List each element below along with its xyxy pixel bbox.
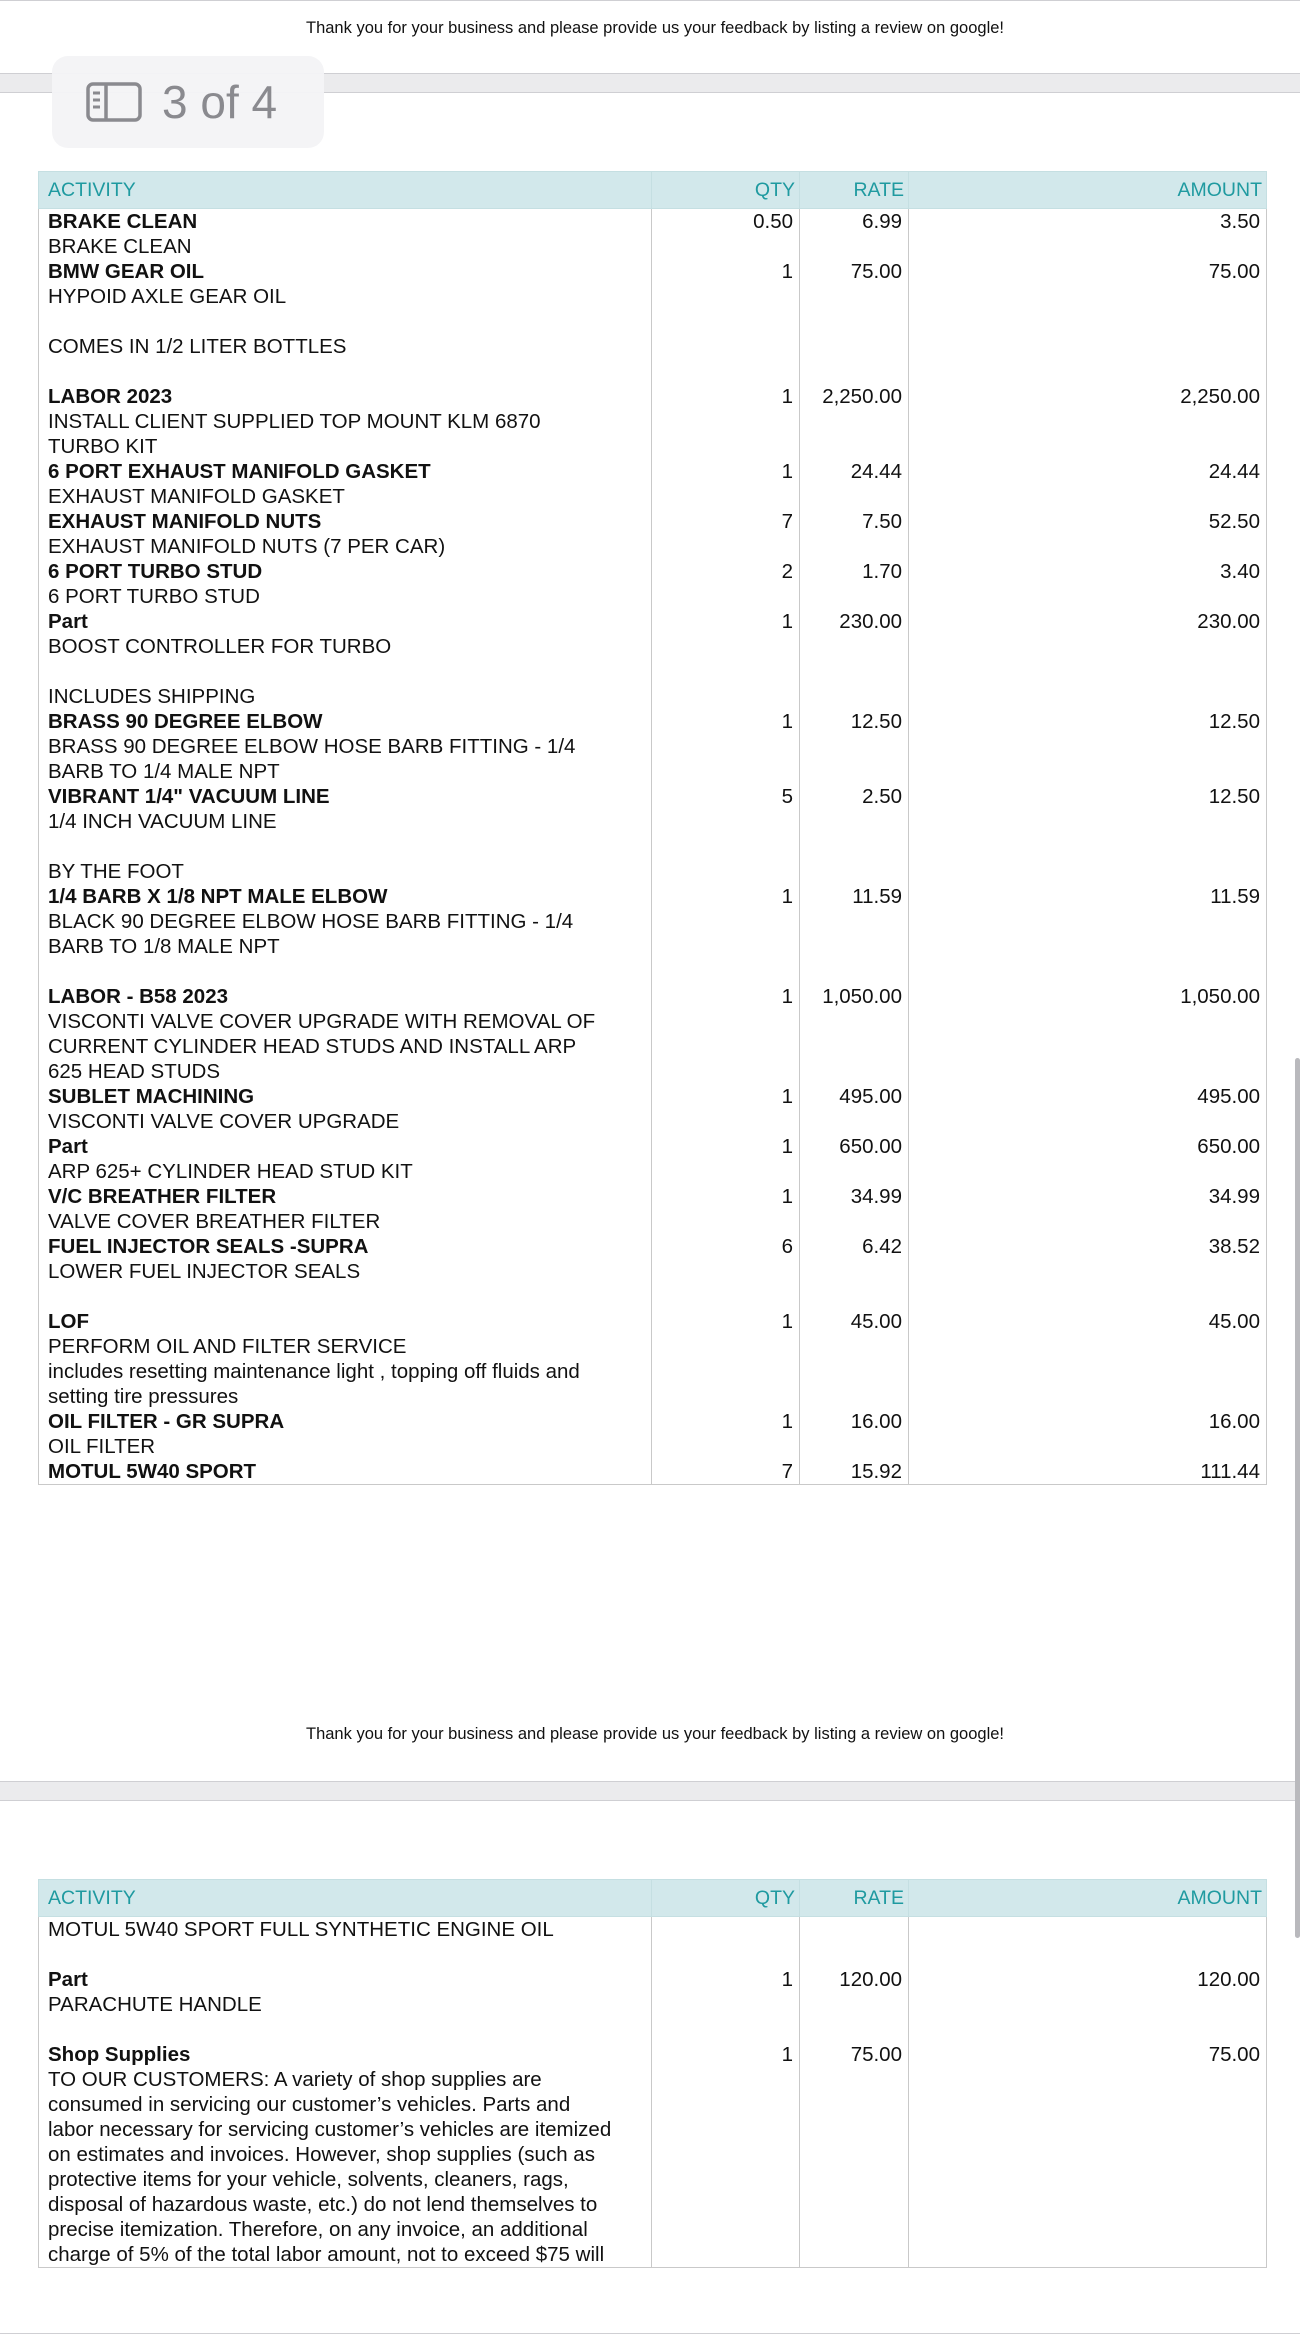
amount-cell: 24.44 — [909, 459, 1267, 509]
item-description: 1/4 INCH VACUUM LINE BY THE FOOT — [48, 810, 277, 883]
qty-cell: 0.50 — [652, 209, 800, 260]
rate-cell: 75.00 — [800, 2042, 909, 2268]
footer-note: Thank you for your business and please provide us your feedback by listing a review on google! — [306, 1725, 1004, 1743]
table-row — [39, 259, 1267, 384]
qty-cell: 7 — [652, 1459, 800, 1485]
item-name: BMW GEAR OIL — [48, 260, 205, 283]
item-name: LABOR 2023 — [48, 385, 173, 408]
item-description: VISCONTI VALVE COVER UPGRADE WITH REMOVAL OF CURRENT CYLINDER HEAD STUDS AND INSTALL ARP 625 HEAD STUDS — [48, 1010, 596, 1083]
amount-cell: 120.00 — [909, 1967, 1267, 2042]
rate-cell: 45.00 — [800, 1309, 909, 1409]
activity-cell — [39, 609, 652, 709]
activity-cell — [39, 1084, 652, 1134]
table-row — [39, 1084, 1267, 1134]
rate-cell: 15.92 — [800, 1459, 909, 1485]
line-items-table — [38, 1879, 1267, 2268]
activity-cell — [39, 559, 652, 609]
table-row — [39, 559, 1267, 609]
qty-cell: 1 — [652, 709, 800, 784]
qty-cell: 1 — [652, 2042, 800, 2268]
amount-cell: 495.00 — [909, 1084, 1267, 1134]
table-row — [39, 609, 1267, 709]
rate-cell: 11.59 — [800, 884, 909, 984]
column-header-qty: QTY — [652, 1880, 800, 1917]
item-name: V/C BREATHER FILTER — [48, 1185, 277, 1208]
amount-cell — [909, 1917, 1267, 1968]
table-row — [39, 1917, 1267, 1968]
amount-cell: 12.50 — [909, 784, 1267, 884]
item-name: 1/4 BARB X 1/8 NPT MALE ELBOW — [48, 885, 388, 908]
item-name: LABOR - B58 2023 — [48, 985, 229, 1008]
table-row — [39, 209, 1267, 260]
column-header-activity: ACTIVITY — [39, 172, 652, 209]
amount-cell: 34.99 — [909, 1184, 1267, 1234]
item-description: BRASS 90 DEGREE ELBOW HOSE BARB FITTING - 1/4 BARB TO 1/4 MALE NPT — [48, 735, 576, 783]
column-header-qty: QTY — [652, 172, 800, 209]
column-header-amount: AMOUNT — [909, 172, 1267, 209]
column-header-activity: ACTIVITY — [39, 1880, 652, 1917]
amount-cell: 75.00 — [909, 2042, 1267, 2268]
rate-cell: 650.00 — [800, 1134, 909, 1184]
item-name: VIBRANT 1/4" VACUUM LINE — [48, 785, 330, 808]
footer-note: Thank you for your business and please provide us your feedback by listing a review on google! — [306, 19, 1004, 37]
table-row — [39, 984, 1267, 1084]
activity-cell — [39, 1409, 652, 1459]
rate-cell: 16.00 — [800, 1409, 909, 1459]
table-header-row — [39, 1880, 1267, 1917]
activity-cell — [39, 1967, 652, 2042]
sidebar-icon — [86, 82, 142, 122]
activity-cell — [39, 709, 652, 784]
activity-cell — [39, 984, 652, 1084]
qty-cell — [652, 1917, 800, 1968]
column-header-amount: AMOUNT — [909, 1880, 1267, 1917]
table-row — [39, 1134, 1267, 1184]
item-description: EXHAUST MANIFOLD NUTS (7 PER CAR) — [48, 535, 446, 558]
qty-cell: 5 — [652, 784, 800, 884]
rate-cell: 24.44 — [800, 459, 909, 509]
qty-cell: 1 — [652, 1309, 800, 1409]
table-row — [39, 509, 1267, 559]
qty-cell: 1 — [652, 384, 800, 459]
item-description: MOTUL 5W40 SPORT FULL SYNTHETIC ENGINE OIL — [48, 1918, 554, 1941]
rate-cell: 75.00 — [800, 259, 909, 384]
page-indicator[interactable] — [52, 56, 324, 148]
item-name: BRAKE CLEAN — [48, 210, 198, 233]
amount-cell: 11.59 — [909, 884, 1267, 984]
activity-cell — [39, 1309, 652, 1409]
item-description: PERFORM OIL AND FILTER SERVICE includes resetting maintenance light , topping off fluids and setting tire pressures — [48, 1335, 580, 1408]
item-name: FUEL INJECTOR SEALS -SUPRA — [48, 1235, 369, 1258]
qty-cell: 1 — [652, 1134, 800, 1184]
item-description: 6 PORT TURBO STUD — [48, 585, 260, 608]
rate-cell: 2.50 — [800, 784, 909, 884]
qty-cell: 7 — [652, 509, 800, 559]
column-header-rate: RATE — [800, 1880, 909, 1917]
invoice-page-3 — [0, 92, 1300, 1782]
activity-cell — [39, 784, 652, 884]
amount-cell: 16.00 — [909, 1409, 1267, 1459]
qty-cell: 1 — [652, 884, 800, 984]
table-header-row — [39, 172, 1267, 209]
item-name: 6 PORT EXHAUST MANIFOLD GASKET — [48, 460, 431, 483]
rate-cell: 2,250.00 — [800, 384, 909, 459]
item-description: OIL FILTER — [48, 1435, 156, 1458]
table-row — [39, 884, 1267, 984]
amount-cell: 3.50 — [909, 209, 1267, 260]
line-items-body — [39, 209, 1267, 1485]
amount-cell: 75.00 — [909, 259, 1267, 384]
activity-cell — [39, 384, 652, 459]
item-name: Shop Supplies — [48, 2043, 191, 2066]
activity-cell — [39, 1459, 652, 1485]
amount-cell: 12.50 — [909, 709, 1267, 784]
item-description: VALVE COVER BREATHER FILTER — [48, 1210, 381, 1233]
item-name: 6 PORT TURBO STUD — [48, 560, 263, 583]
activity-cell — [39, 259, 652, 384]
activity-cell — [39, 459, 652, 509]
amount-cell: 650.00 — [909, 1134, 1267, 1184]
table-row — [39, 1459, 1267, 1485]
qty-cell: 1 — [652, 259, 800, 384]
activity-cell — [39, 509, 652, 559]
table-row — [39, 1967, 1267, 2042]
qty-cell: 2 — [652, 559, 800, 609]
table-row — [39, 384, 1267, 459]
table-row — [39, 1309, 1267, 1409]
item-name: Part — [48, 610, 88, 633]
qty-cell: 1 — [652, 1967, 800, 2042]
rate-cell: 1,050.00 — [800, 984, 909, 1084]
table-row — [39, 709, 1267, 784]
item-description: BLACK 90 DEGREE ELBOW HOSE BARB FITTING - 1/4 BARB TO 1/8 MALE NPT — [48, 910, 574, 958]
amount-cell: 3.40 — [909, 559, 1267, 609]
qty-cell: 6 — [652, 1234, 800, 1309]
rate-cell: 7.50 — [800, 509, 909, 559]
item-name: MOTUL 5W40 SPORT — [48, 1460, 257, 1483]
table-row — [39, 784, 1267, 884]
qty-cell: 1 — [652, 459, 800, 509]
amount-cell: 2,250.00 — [909, 384, 1267, 459]
item-name: OIL FILTER - GR SUPRA — [48, 1410, 285, 1433]
table-row — [39, 1409, 1267, 1459]
table-row — [39, 2042, 1267, 2268]
activity-cell — [39, 1234, 652, 1309]
item-description: PARACHUTE HANDLE — [48, 1993, 262, 2016]
amount-cell: 45.00 — [909, 1309, 1267, 1409]
amount-cell: 38.52 — [909, 1234, 1267, 1309]
item-description: BOOST CONTROLLER FOR TURBO INCLUDES SHIPPING — [48, 635, 392, 708]
item-description: VISCONTI VALVE COVER UPGRADE — [48, 1110, 400, 1133]
table-row — [39, 1184, 1267, 1234]
activity-cell — [39, 2042, 652, 2268]
rate-cell: 120.00 — [800, 1967, 909, 2042]
column-header-rate: RATE — [800, 172, 909, 209]
qty-cell: 1 — [652, 984, 800, 1084]
item-name: Part — [48, 1968, 88, 1991]
invoice-page-4 — [0, 1800, 1300, 2334]
amount-cell: 111.44 — [909, 1459, 1267, 1485]
rate-cell — [800, 1917, 909, 1968]
qty-cell: 1 — [652, 1409, 800, 1459]
activity-cell — [39, 1134, 652, 1184]
item-description: ARP 625+ CYLINDER HEAD STUD KIT — [48, 1160, 413, 1183]
line-items-table — [38, 171, 1267, 1485]
amount-cell: 1,050.00 — [909, 984, 1267, 1084]
rate-cell: 495.00 — [800, 1084, 909, 1134]
table-row — [39, 459, 1267, 509]
item-name: EXHAUST MANIFOLD NUTS — [48, 510, 322, 533]
rate-cell: 1.70 — [800, 559, 909, 609]
scrollbar[interactable] — [1295, 1058, 1300, 1938]
item-description: HYPOID AXLE GEAR OIL COMES IN 1/2 LITER BOTTLES — [48, 285, 347, 358]
qty-cell: 1 — [652, 609, 800, 709]
item-description: EXHAUST MANIFOLD GASKET — [48, 485, 345, 508]
item-description: INSTALL CLIENT SUPPLIED TOP MOUNT KLM 6870 TURBO KIT — [48, 410, 541, 458]
rate-cell: 230.00 — [800, 609, 909, 709]
page-indicator-label: 3 of 4 — [162, 76, 278, 128]
rate-cell: 12.50 — [800, 709, 909, 784]
qty-cell: 1 — [652, 1184, 800, 1234]
amount-cell: 230.00 — [909, 609, 1267, 709]
activity-cell — [39, 1917, 652, 1968]
amount-cell: 52.50 — [909, 509, 1267, 559]
line-items-body — [39, 1917, 1267, 2268]
item-name: BRASS 90 DEGREE ELBOW — [48, 710, 323, 733]
activity-cell — [39, 884, 652, 984]
rate-cell: 6.42 — [800, 1234, 909, 1309]
activity-cell — [39, 1184, 652, 1234]
item-description: LOWER FUEL INJECTOR SEALS — [48, 1260, 361, 1283]
qty-cell: 1 — [652, 1084, 800, 1134]
item-name: Part — [48, 1135, 88, 1158]
item-name: SUBLET MACHINING — [48, 1085, 255, 1108]
rate-cell: 6.99 — [800, 209, 909, 260]
item-description: TO OUR CUSTOMERS: A variety of shop supplies are consumed in servicing our customer’s vehicles. Parts and labor necessary for servicing customer’s vehicles are itemized on estimates and invoices. However, shop supplies (such as protective items for your vehicle, solvents, cleaners, rags, disposal of hazardous waste, etc.) do not lend themselves to precise itemization. Therefore, on any invoice, an additional charge of 5% of the total labor amount, not to exceed $75 will — [48, 2068, 612, 2266]
table-row — [39, 1234, 1267, 1309]
rate-cell: 34.99 — [800, 1184, 909, 1234]
activity-cell — [39, 209, 652, 260]
item-name: LOF — [48, 1310, 89, 1333]
item-description: BRAKE CLEAN — [48, 235, 192, 258]
